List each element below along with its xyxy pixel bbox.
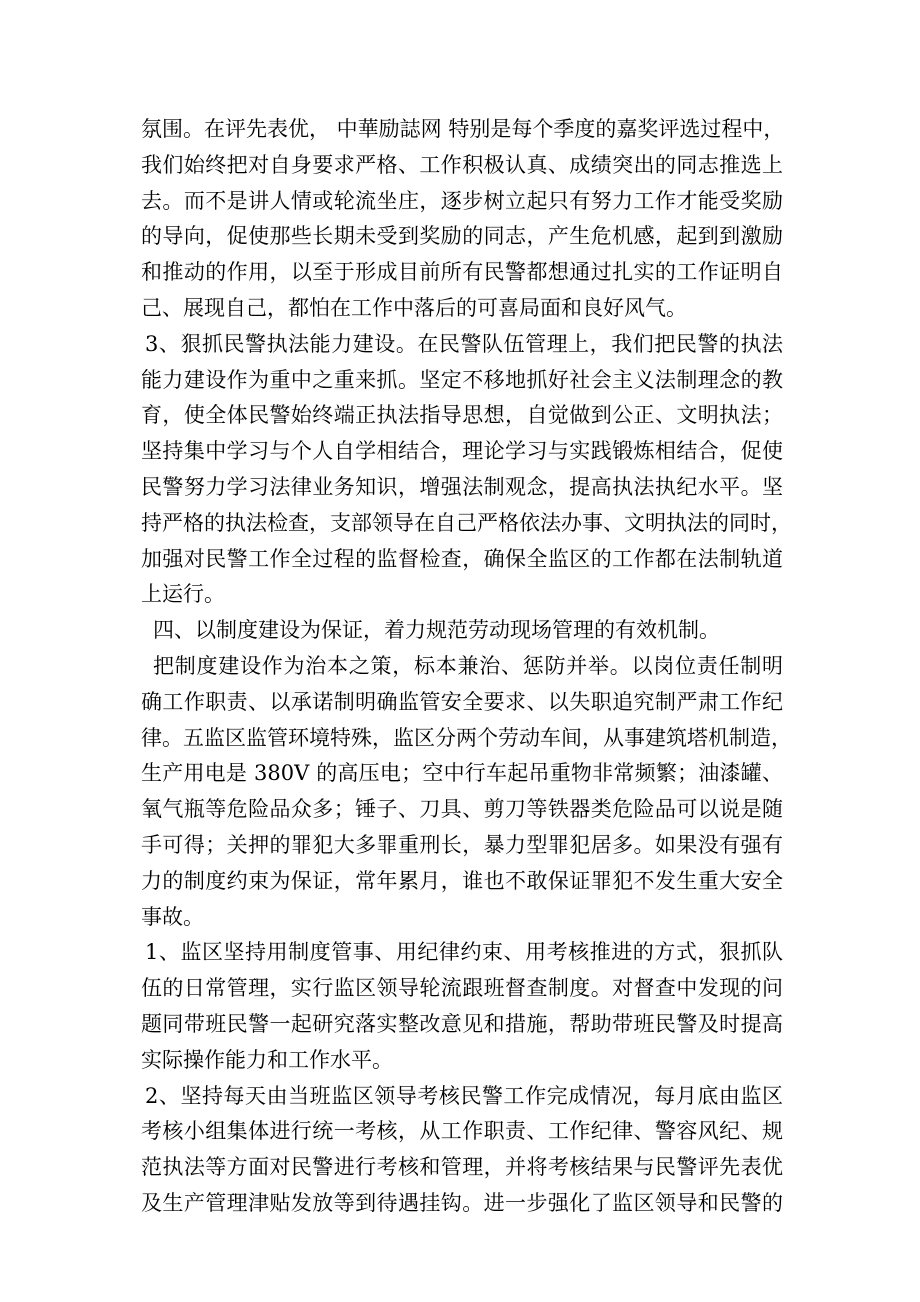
text-line: 加强对民警工作全过程的监督检查，确保全监区的工作都在法制轨道 xyxy=(141,546,783,571)
text-line: 上运行。 xyxy=(141,582,225,607)
text-line: 育，使全体民警始终端正执法指导思想，自觉做到公正、文明执法； xyxy=(141,403,783,428)
text-line: 生产用电是 380V 的高压电；空中行车起吊重物非常频繁；油漆罐、 xyxy=(141,761,783,786)
section-heading: 四、以制度建设为保证，着力规范劳动现场管理的有效机制。 xyxy=(153,618,720,643)
text-line: 力的制度约束为保证，常年累月，谁也不敢保证罪犯不发生重大安全 xyxy=(141,868,783,893)
text-line: 坚持集中学习与个人自学相结合，理论学习与实践锻炼相结合，促使 xyxy=(141,439,783,464)
text-line: 范执法等方面对民警进行考核和管理，并将考核结果与民警评先表优 xyxy=(141,1155,783,1180)
text-line: 的导向，促使那些长期未受到奖励的同志，产生危机感，起到到激励 xyxy=(141,224,783,249)
text-line: 确工作职责、以承诺制明确监管安全要求、以失职追究制严肃工作纪 xyxy=(141,689,783,714)
text-line: 和推动的作用，以至于形成目前所有民警都想通过扎实的工作证明自 xyxy=(141,260,783,285)
text-line: 氧气瓶等危险品众多；锤子、刀具、剪刀等铁器类危险品可以说是随 xyxy=(141,797,783,822)
text-line: 实际操作能力和工作水平。 xyxy=(141,1047,393,1072)
text-line: 氛围。在评先表优， 中華励誌网 特别是每个季度的嘉奖评选过程中， xyxy=(141,117,785,141)
document-page xyxy=(141,112,792,1222)
text-line: 手可得；关押的罪犯大多罪重刑长，暴力型罪犯居多。如果没有强有 xyxy=(141,832,783,857)
text-line: 我们始终把对自身要求严格、工作积极认真、成绩突出的同志推选上 xyxy=(141,152,783,177)
text-line: 3、狠抓民警执法能力建设。在民警队伍管理上，我们把民警的执法 xyxy=(145,331,783,356)
text-line: 2、坚持每天由当班监区领导考核民警工作完成情况，每月底由监区 xyxy=(145,1083,783,1108)
text-line: 能力建设作为重中之重来抓。坚定不移地抓好社会主义法制理念的教 xyxy=(141,367,783,392)
text-line: 考核小组集体进行统一考核，从工作职责、工作纪律、警容风纪、规 xyxy=(141,1119,783,1144)
text-line: 己、展现自己，都怕在工作中落后的可喜局面和良好风气。 xyxy=(141,295,687,320)
text-line: 伍的日常管理，实行监区领导轮流跟班督查制度。对督查中发现的问 xyxy=(141,976,783,1001)
text-line: 1、监区坚持用制度管事、用纪律约束、用考核推进的方式，狠抓队 xyxy=(145,940,783,965)
text-line: 民警努力学习法律业务知识，增强法制观念，提高执法执纪水平。坚 xyxy=(141,474,783,499)
text-line: 题同带班民警一起研究落实整改意见和措施，帮助带班民警及时提高 xyxy=(141,1011,783,1036)
text-line: 律。五监区监管环境特殊，监区分两个劳动车间，从事建筑塔机制造， xyxy=(141,725,792,750)
text-line: 事故。 xyxy=(141,904,204,929)
text-line: 去。而不是讲人情或轮流坐庄，逐步树立起只有努力工作才能受奖励 xyxy=(141,188,783,213)
text-line: 及生产管理津贴发放等到待遇挂钩。进一步强化了监区领导和民警的 xyxy=(141,1190,783,1215)
text-line: 把制度建设作为治本之策，标本兼治、惩防并举。以岗位责任制明 xyxy=(153,653,783,678)
text-line: 持严格的执法检查，支部领导在自己严格依法办事、文明执法的同时， xyxy=(141,510,792,535)
